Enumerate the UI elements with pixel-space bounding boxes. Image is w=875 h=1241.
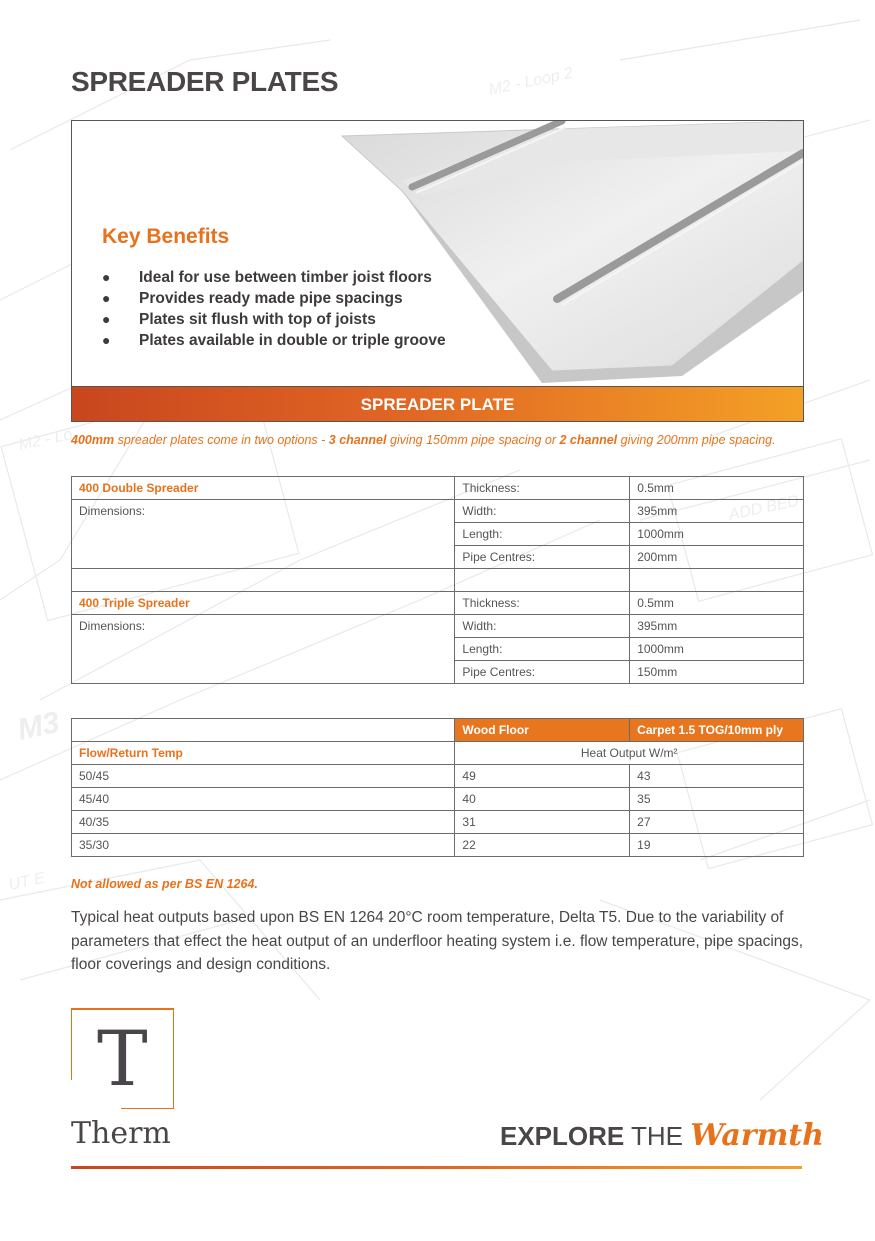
table-row: Length: 1000mm xyxy=(72,523,804,546)
spec-table xyxy=(71,476,804,684)
section-band: SPREADER PLATE xyxy=(72,386,803,422)
table-row: 40/35 31 27 xyxy=(72,811,804,834)
body-paragraph: Typical heat outputs based upon BS EN 1264 20°C room temperature, Delta T5. Due to the variability of parameters that effect the heat output of an underfloor heating system i.e. flow temperature, pipe spacings, floor coverings and design conditions. xyxy=(71,909,804,973)
key-benefits-title: Key Benefits xyxy=(102,225,230,248)
list-item: ● Ideal for use between timber joist floors xyxy=(102,269,432,286)
hero-panel xyxy=(71,120,804,422)
column-header: Carpet 1.5 TOG/10mm ply xyxy=(630,719,804,742)
svg-text:M2 - Loop 2: M2 - Loop 2 xyxy=(487,64,575,99)
table-row xyxy=(72,569,804,592)
svg-text:UT E: UT E xyxy=(7,869,47,894)
table-row: Dimensions: Width: 395mm xyxy=(72,615,804,638)
table-row: 400 Triple Spreader Thickness: 0.5mm xyxy=(72,592,804,615)
tagline: EXPLORE THE Warmth xyxy=(500,1118,824,1153)
table-row: 45/40 40 35 xyxy=(72,788,804,811)
svg-text:ADD BED: ADD BED xyxy=(727,492,801,524)
column-header: Wood Floor xyxy=(455,719,630,742)
table-row xyxy=(72,719,804,742)
heat-output-table xyxy=(71,718,804,857)
table-row: 35/30 22 19 xyxy=(72,834,804,857)
page-title: SPREADER PLATES xyxy=(71,66,339,97)
table-row: Pipe Centres: 200mm xyxy=(72,546,804,569)
list-item: ● Plates available in double or triple groove xyxy=(102,332,446,349)
standards-note: Not allowed as per BS EN 1264. xyxy=(71,877,258,891)
table-row: 50/45 49 43 xyxy=(72,765,804,788)
logo-wordmark: Therm xyxy=(71,1116,171,1151)
footer-rule xyxy=(71,1166,802,1169)
product-name: 400 Triple Spreader xyxy=(72,592,455,615)
table-row: Length: 1000mm xyxy=(72,638,804,661)
logo-letter: T xyxy=(97,1014,148,1103)
key-benefits-list xyxy=(102,267,446,351)
list-item: ● Plates sit flush with top of joists xyxy=(102,311,376,328)
table-row xyxy=(72,742,804,765)
unit-header: Heat Output W/m² xyxy=(455,742,804,765)
table-row: Dimensions: Width: 395mm xyxy=(72,500,804,523)
product-name: 400 Double Spreader xyxy=(72,477,455,500)
table-row: 400 Double Spreader Thickness: 0.5mm xyxy=(72,477,804,500)
list-item: ● Provides ready made pipe spacings xyxy=(102,290,403,307)
row-header: Flow/Return Temp xyxy=(72,742,455,765)
svg-text:M3: M3 xyxy=(14,705,63,747)
intro-text: 400mm spreader plates come in two options - 3 channel giving 150mm pipe spacing or 2 channel giving 200mm pipe spacing. xyxy=(71,433,776,447)
svg-text:M2 - Lo: M2 - Lo xyxy=(17,426,74,454)
table-row: Pipe Centres: 150mm xyxy=(72,661,804,684)
